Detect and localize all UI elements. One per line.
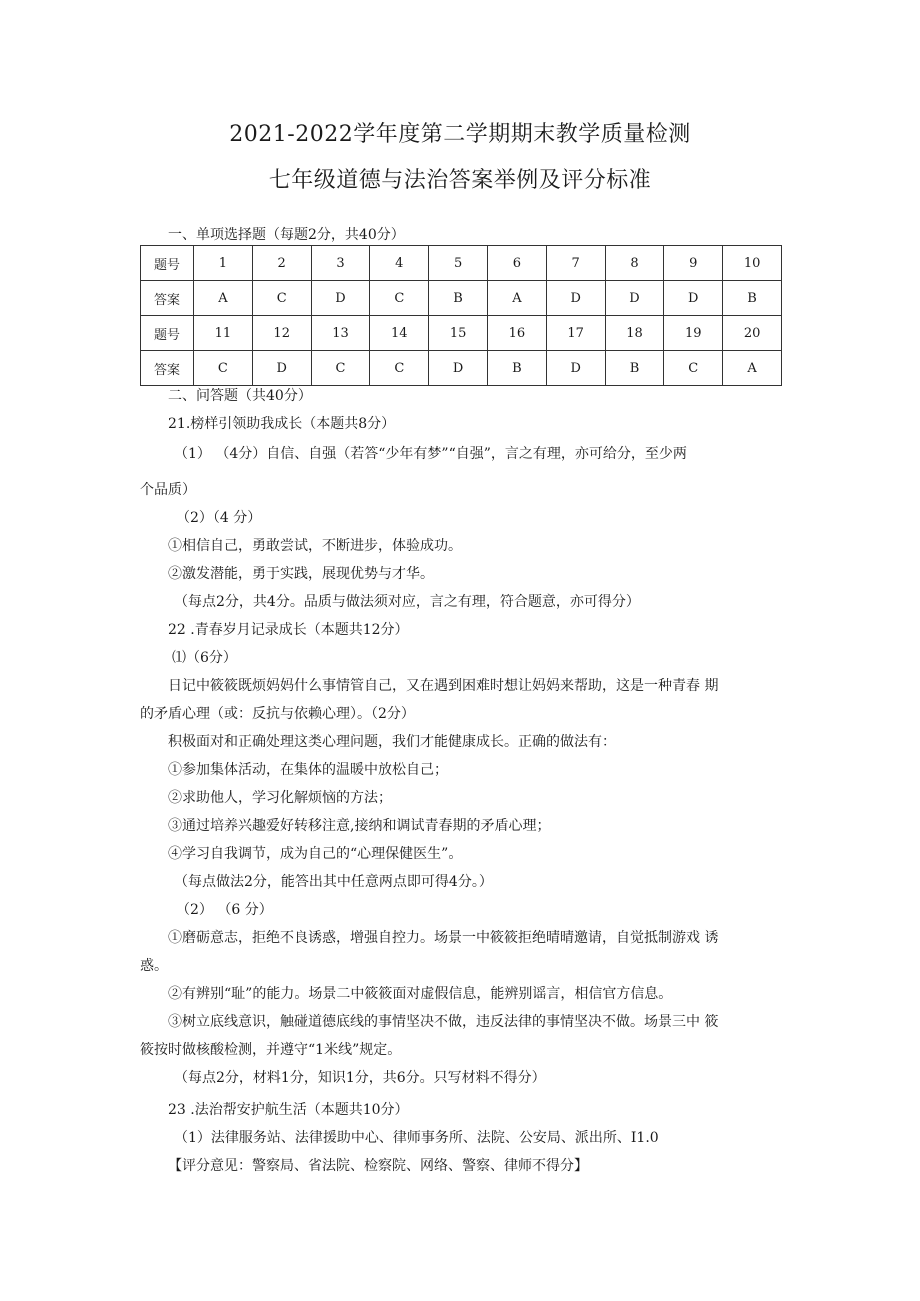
body-text: ②激发潜能，勇于实践，展现优势与才华。 [168,566,434,582]
table-cell: B [723,281,782,316]
table-cell: 11 [194,316,253,351]
body-text: ①参加集体活动，在集体的温暖中放松自己； [168,762,448,778]
table-cell: C [664,351,723,386]
table-cell: C [194,351,253,386]
scoring-note: （每点做法2分，能答出其中任意两点即可得4分。） [174,874,493,890]
table-cell: 5 [429,246,488,281]
table-cell: 10 [723,246,782,281]
question-heading: 22 .青春岁月记录成长（本题共12分） [168,622,409,638]
scoring-note: （每点2分，共4分。品质与做法须对应，言之有理，符合题意，亦可得分） [174,594,640,610]
table-cell: 6 [487,246,546,281]
section-heading-qa: 二、问答题（共40分） [168,388,312,404]
table-cell: C [252,281,311,316]
body-text: ③通过培养兴趣爱好转移注意,接纳和调试青春期的矛盾心理； [168,818,551,834]
table-cell: 14 [370,316,429,351]
body-text: 积极面对和正确处理这类心理问题，我们才能健康成长。正确的做法有： [168,734,616,750]
body-text: ②有辨别“耻”的能力。场景二中筱筱面对虚假信息，能辨别谣言，相信官方信息。 [168,986,673,1002]
scoring-note: （每点2分，材料1分，知识1分，共6分。只写材料不得分） [174,1070,546,1086]
table-cell: D [546,281,605,316]
table-cell: 4 [370,246,429,281]
table-cell: D [664,281,723,316]
table-row [141,281,782,316]
table-cell: D [429,351,488,386]
document-subtitle: 七年级道德与法治答案举例及评分标准 [268,168,652,193]
table-cell: C [311,351,370,386]
table-cell: A [723,351,782,386]
body-text: ②求助他人，学习化解烦恼的方法； [168,790,392,806]
body-text: ①相信自己，勇敢尝试，不断进步，体验成功。 [168,538,462,554]
table-cell: 16 [487,316,546,351]
scoring-note: 【评分意见：警察局、省法院、检察院、网络、警察、律师不得分】 [168,1158,588,1174]
table-cell: 20 [723,316,782,351]
row-label: 题号 [141,246,194,281]
table-cell: A [194,281,253,316]
body-text: 日记中筱筱既烦妈妈什么事情管自己，又在遇到困难时想让妈妈来帮助，这是一种青春 期 [168,678,719,694]
body-text: 的矛盾心理（或：反抗与依赖心理）。（2分） [140,706,415,722]
table-cell: A [487,281,546,316]
table-cell: 9 [664,246,723,281]
table-cell: D [546,351,605,386]
table-cell: D [605,281,664,316]
table-cell: 3 [311,246,370,281]
document-title: 2021-2022学年度第二学期期末教学质量检测 [229,122,691,147]
table-cell: 13 [311,316,370,351]
body-text: 惑。 [140,958,168,974]
question-heading: 21.榜样引领助我成长（本题共8分） [168,416,396,432]
table-cell: C [370,281,429,316]
table-row [141,316,782,351]
table-cell: C [370,351,429,386]
body-text: （1） （4分）自信、自强（若答“少年有梦”“自强”，言之有理，亦可给分，至少两 [174,446,687,462]
table-cell: 17 [546,316,605,351]
body-text: ⑴（6分） [172,650,237,666]
table-row [141,351,782,386]
section-heading-choice: 一、单项选择题（每题2分，共40分） [168,227,405,243]
body-text: ④学习自我调节，成为自己的“心理保健医生”。 [168,846,463,862]
body-text: 筱按时做核酸检测，并遵守“1米线”规定。 [140,1042,402,1058]
table-cell: 1 [194,246,253,281]
table-cell: 18 [605,316,664,351]
table-cell: 8 [605,246,664,281]
row-label: 答案 [141,351,194,386]
table-cell: 7 [546,246,605,281]
table-cell: B [429,281,488,316]
body-text: （1）法律服务站、法律援助中心、律师事务所、法院、公安局、派出所、I1.0 [174,1130,659,1146]
table-cell: 12 [252,316,311,351]
row-label: 题号 [141,316,194,351]
table-cell: D [252,351,311,386]
table-cell: 15 [429,316,488,351]
table-row [141,246,782,281]
body-text: （2） （6 分） [176,902,273,918]
table-cell: 19 [664,316,723,351]
body-text: ③树立底线意识，触碰道德底线的事情坚决不做，违反法律的事情坚决不做。场景三中 筱 [168,1014,719,1030]
table-cell: D [311,281,370,316]
table-cell: 2 [252,246,311,281]
table-cell: B [605,351,664,386]
table-cell: B [487,351,546,386]
question-heading: 23 .法治帮安护航生活（本题共10分） [168,1102,409,1118]
row-label: 答案 [141,281,194,316]
body-text: （2）（4 分） [176,510,262,526]
answer-table [140,245,782,386]
body-text: ①磨砺意志，拒绝不良诱惑，增强自控力。场景一中筱筱拒绝晴晴邀请，自觉抵制游戏 诱 [168,930,719,946]
body-text: 个品质） [140,482,196,498]
